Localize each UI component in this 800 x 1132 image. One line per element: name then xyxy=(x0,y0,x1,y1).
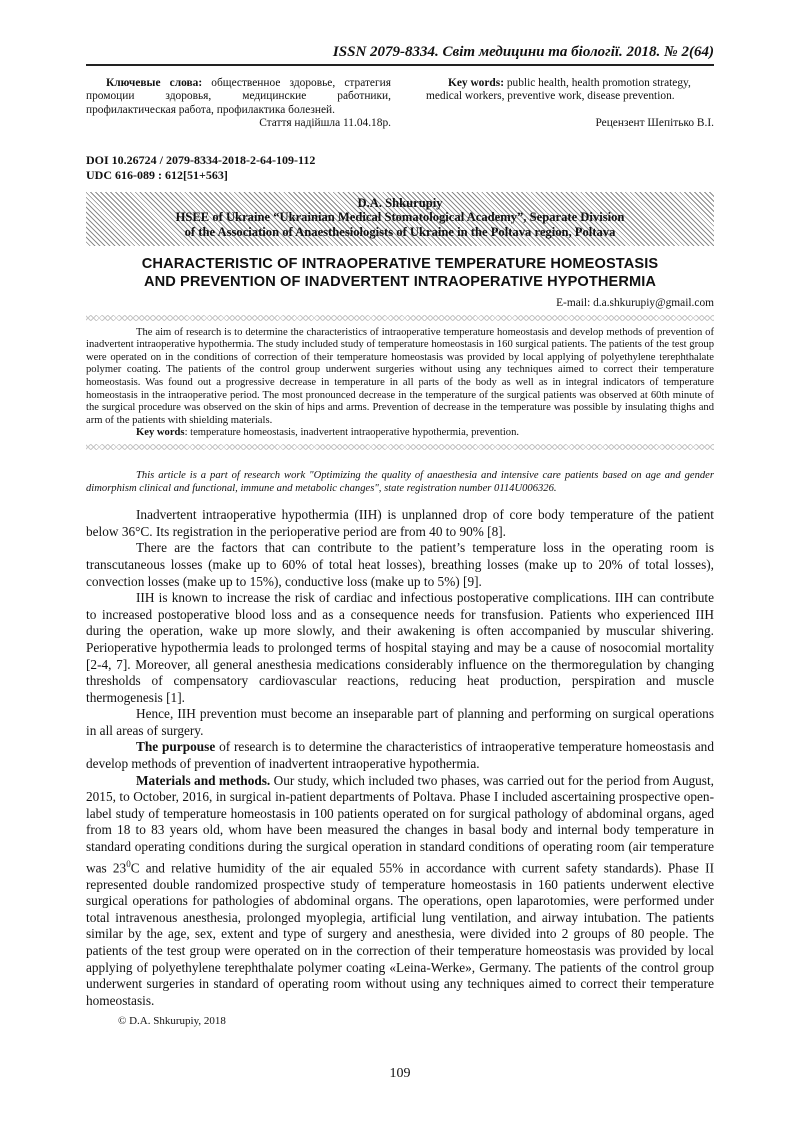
author-affiliation-banner xyxy=(86,192,714,246)
doi: DOI 10.26724 / 2079-8334-2018-2-64-109-112 xyxy=(86,152,316,167)
reviewer: Рецензент Шепітько В.І. xyxy=(595,116,714,129)
abstract xyxy=(86,327,714,440)
abstract-keywords-label: Key words xyxy=(136,427,185,439)
keywords-en-text: public health, health promotion strategy, medical workers, preventive work, disease prevention. xyxy=(426,77,691,103)
keywords-ru xyxy=(86,77,391,131)
affiliation-line-2: of the Association of Anaesthesiologists of Ukraine in the Poltava region, Poltava xyxy=(184,224,616,239)
paragraph-purpose xyxy=(86,739,714,772)
keywords-en-label: Key words: xyxy=(448,77,504,89)
udc: UDC 616-089 : 612[51+563] xyxy=(86,167,228,182)
paragraph-methods xyxy=(86,773,714,1010)
paragraph-2: There are the factors that can contribute to the patient’s temperature loss in the operating room is transcutaneous losses (make up to 60% of total heat losses), breathing losses (make up to 20% of total losses), convection losses (make up to 15%), conductive loss (make up to 5%) [9]. xyxy=(86,540,714,589)
page xyxy=(86,0,714,1027)
decorative-divider-2 xyxy=(86,444,714,450)
header-rule xyxy=(86,64,714,66)
methods-text-a: Our study, which included two phases, was carried out for the period from August, 2015, to October, 2016, in surgical in-patient departments of Poltava. Phase I included ascertaining prospective open-label study of temperature homeostasis in 100 patients operated on for surgical pathology of abdominal organs, aged from 18 to 83 years old, whom have been measured the changes in basal body and internal body temperature in standard operating conditions during the surgical operation in standard conditions of operating room (air temperature was 23 xyxy=(86,772,714,876)
abstract-text: The aim of research is to determine the characteristics of intraoperative temperature homeostasis and develop methods of prevention of inadvertent intraoperative hypothermia. The study included study of temperature homeostasis in 160 surgical patients. The patients of the test group were operated on in the conditions of correction of their temperature homeostasis was provided by local applying of polyethylene terephthalate polymer coating. The patients of the control group underwent surgeries without using any techniques aimed to correct their temperature homeostasis. Was found out a progressive decrease in temperature in all parts of the body as well as in integral indicators of temperature homeostasis in the intraoperative period. The most pronounced decrease in the temperature of the surgical patients was observed at 60th minute of the surgical procedure was observed on the skin of hips and arms. Prevention of decrease in the temperature was possible by insulating thighs and arm of the patients with shielding materials. xyxy=(86,326,714,426)
methods-label: Materials and methods. xyxy=(136,772,271,788)
decorative-divider xyxy=(86,315,714,321)
author-email: E-mail: d.a.shkurupiy@gmail.com xyxy=(556,296,714,309)
abstract-keywords-text: : temperature homeostasis, inadvertent intraoperative hypothermia, prevention. xyxy=(184,427,520,439)
received-date: Стаття надійшла 11.04.18р. xyxy=(259,117,391,130)
research-note-text: This article is a part of research work "Optimizing the quality of anaesthesia and intensive care patients based on age and gender dimorphism clinical and functional, immune and metabolic changes", state registration number 0114U006326. xyxy=(86,469,714,494)
research-note xyxy=(86,470,714,495)
page-number: 109 xyxy=(389,1066,411,1081)
paragraph-4: Hence, IIH prevention must become an inseparable part of planning and performing on surgical operations in all areas of surgery. xyxy=(86,706,714,738)
author-name: D.A. Shkurupiy xyxy=(357,195,443,210)
abstract-keywords xyxy=(86,427,714,440)
keywords-block xyxy=(86,77,714,131)
journal-header: ISSN 2079-8334. Світ медицини та біології. 2018. № 2(64) xyxy=(332,44,714,60)
methods-text-b: C and relative humidity of the air equaled 55% in accordance with current safety standards). Phase II represented double randomized prospective study of temperature homeostasis in 160 patients underwent elective surgical operations for pathologies of abdominal organs. The operations, open laparotomies, were performed under total intravenous anesthesia, prolonged myoplegia, artificial lung ventilation, and airway intubation. The patients similar by the age, sex, extent and type of surgery and anesthesia, were divided into 2 groups of 80 people. The patients of the test group were operated on in the correction of their temperature homeostasis was provided by local applying of polyethylene terephthalate polymer coating «Leina-Werke», Germany. The patients of the control group underwent surgeries in standard of operating room without using any techniques aimed to correct their temperature homeostasis. xyxy=(86,860,714,1008)
methods-superscript: 0 xyxy=(126,858,131,869)
paragraph-3: IIH is known to increase the risk of cardiac and infectious postoperative complications. IIH can contribute to increased postoperative blood loss and as a consequence needs for transfusion. Patients who experienced IIH during the operation, wake up more slowly, and their awakening is often accompanied by muscular shivering. Perioperative hypothermia leads to prolonged terms of hospital staying and may be a cause of nosocomial mortality [2-4, 7]. Moreover, all general anesthesia medications considerably influence on the thermoregulation by changing thresholds of compensatory cardiovascular reactions, reducing heat production, perspiration and muscle thermogenesis [1]. xyxy=(86,590,714,705)
purpose-text: of research is to determine the characteristics of intraoperative temperature homeostasis and develop methods of prevention of inadvertent intraoperative hypothermia. xyxy=(86,739,714,772)
title-line-1: CHARACTERISTIC OF INTRAOPERATIVE TEMPERATURE HOMEOSTASIS xyxy=(141,255,659,272)
title-line-2: AND PREVENTION OF INADVERTENT INTRAOPERATIVE HYPOTHERMIA xyxy=(143,274,657,291)
copyright: © D.A. Shkurupiy, 2018 xyxy=(118,1015,226,1028)
paragraph-1: Inadvertent intraoperative hypothermia (IIH) is unplanned drop of core body temperature of the patient below 36°C. Its registration in the perioperative period are from 40 to 90% [8]. xyxy=(86,507,714,539)
affiliation-line-1: HSEE of Ukraine “Ukrainian Medical Stomatological Academy”, Separate Division xyxy=(175,210,625,225)
purpose-label: The purpouse xyxy=(136,739,216,755)
article-title xyxy=(86,255,714,292)
keywords-en xyxy=(426,77,714,131)
identifiers xyxy=(86,153,714,183)
article-body xyxy=(86,507,714,1009)
keywords-ru-text: общественное здоровье, стратегия промоции здоровья, медицинские работники, профилактическая работа, профилактика болезней. xyxy=(86,77,391,116)
keywords-ru-label: Ключевые слова: xyxy=(106,77,203,89)
